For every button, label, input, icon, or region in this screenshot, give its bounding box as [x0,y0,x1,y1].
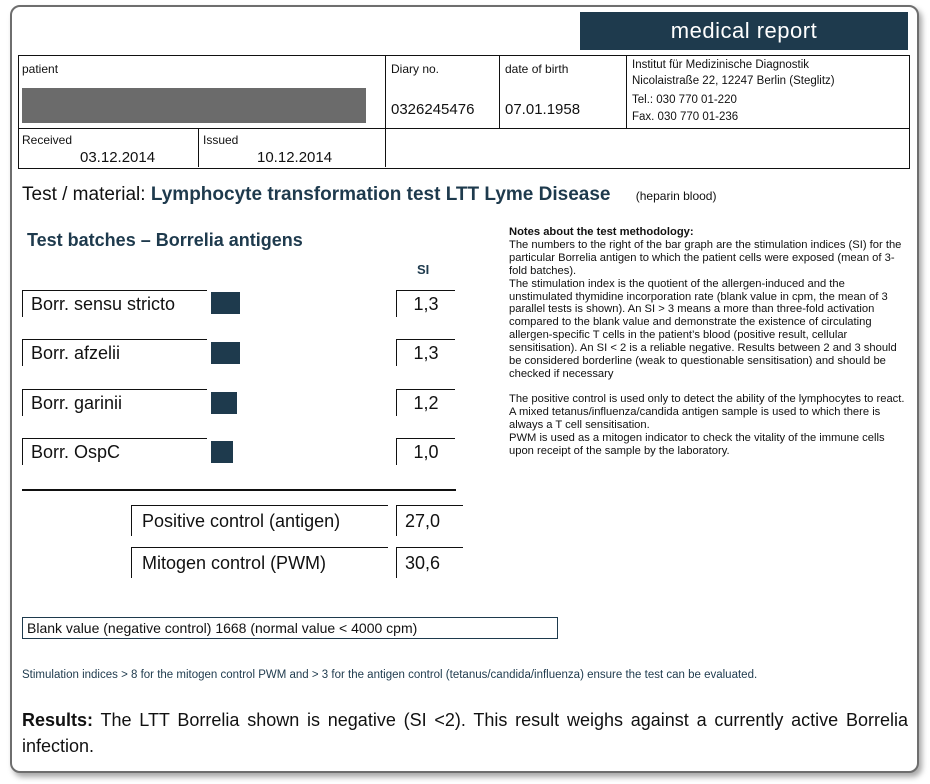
institute-fax: Fax. 030 770 01-236 [632,111,739,123]
test-name: Lymphocyte transformation test LTT Lyme Disease [150,184,611,205]
notes-paragraph: The positive control is used only to detect the ability of the lymphocytes to react. A mixed tetanus/influenza/candida antigen sample is used to which there is always a T cell sensitisation. [509,392,905,431]
blank-value-box: Blank value (negative control) 1668 (normal value < 4000 cpm) [22,617,558,639]
patient-label: patient [22,62,59,76]
header-divider [499,55,500,128]
dob-label: date of birth [505,62,569,76]
methodology-notes [509,226,909,457]
antigen-si: 1,2 [396,389,455,416]
antigen-si: 1,3 [396,290,455,317]
antigen-label: Borr. garinii [22,389,207,416]
diary-label: Diary no. [391,62,440,76]
antigen-label: Borr. sensu stricto [22,290,207,317]
diary-value: 0326245476 [391,101,475,118]
results-text [22,707,908,759]
institute-address: Nicolaistraße 22, 12247 Berlin (Steglitz) [632,75,835,87]
issued-value: 10.12.2014 [257,149,333,166]
test-material-label: Test / material: [22,184,146,205]
antigen-bar [211,441,233,463]
positive-control-value: 27,0 [396,505,463,536]
mitogen-control-label: Mitogen control (PWM) [131,547,388,578]
notes-paragraph: PWM is used as a mitogen indicator to check the vitality of the immune cells upon receipt of the sample by the laboratory. [509,431,885,457]
test-material: (heparin blood) [635,189,717,203]
header-divider [626,55,627,128]
test-material-line [22,184,716,206]
results-body: The LTT Borrelia shown is negative (SI <2). This result weighs against a currently active Borrelia infection. [22,710,908,756]
received-label: Received [22,133,73,147]
notes-paragraph: The numbers to the right of the bar graph are the stimulation indices (SI) for the particular Borrelia antigen to which the patient cells were exposed (mean of 3-fold batches). [509,238,902,277]
dob-value: 07.01.1958 [505,101,581,118]
antigen-bar [211,342,240,364]
section-divider [22,489,456,491]
results-label: Results: [22,710,94,730]
stimulation-note: Stimulation indices > 8 for the mitogen control PWM and > 3 for the antigen control (tetanus/candida/influenza) ensure the test can be evaluated. [22,669,758,681]
institute-name: Institut für Medizinische Diagnostik [632,59,810,71]
header-divider [385,55,386,167]
antigen-si: 1,0 [396,438,455,465]
si-header: SI [417,262,430,277]
header-divider [18,128,910,129]
issued-label: Issued [203,133,239,147]
batches-title: Test batches – Borrelia antigens [27,230,303,250]
header-divider [198,128,199,167]
positive-control-label: Positive control (antigen) [131,505,388,536]
antigen-bar [211,292,240,314]
institute-tel: Tel.: 030 770 01-220 [632,94,737,106]
notes-paragraph: The stimulation index is the quotient of the allergen-induced and the unstimulated thymidine incorporation rate (blank value in cpm, the mean of 3 parallel tests is shown). An SI > 3 means a more than three-fold activation compared to the blank value and demonstrate the existence of circulating allergen-specific T cells in the patient’s blood (positive result, cellular sensitisation). An SI < 2 is a reliable negative. Results between 2 and 3 should be considered borderline (weak to questionable sensitisation) and should be checked if necessary [509,277,897,380]
notes-title: Notes about the test methodology: [509,226,694,238]
antigen-label: Borr. afzelii [22,339,207,366]
report-banner: medical report [580,12,908,50]
antigen-label: Borr. OspC [22,438,207,465]
antigen-bar [211,392,237,414]
patient-name-redacted [22,88,366,123]
antigen-si: 1,3 [396,339,455,366]
received-value: 03.12.2014 [80,149,156,166]
mitogen-control-value: 30,6 [396,547,463,578]
